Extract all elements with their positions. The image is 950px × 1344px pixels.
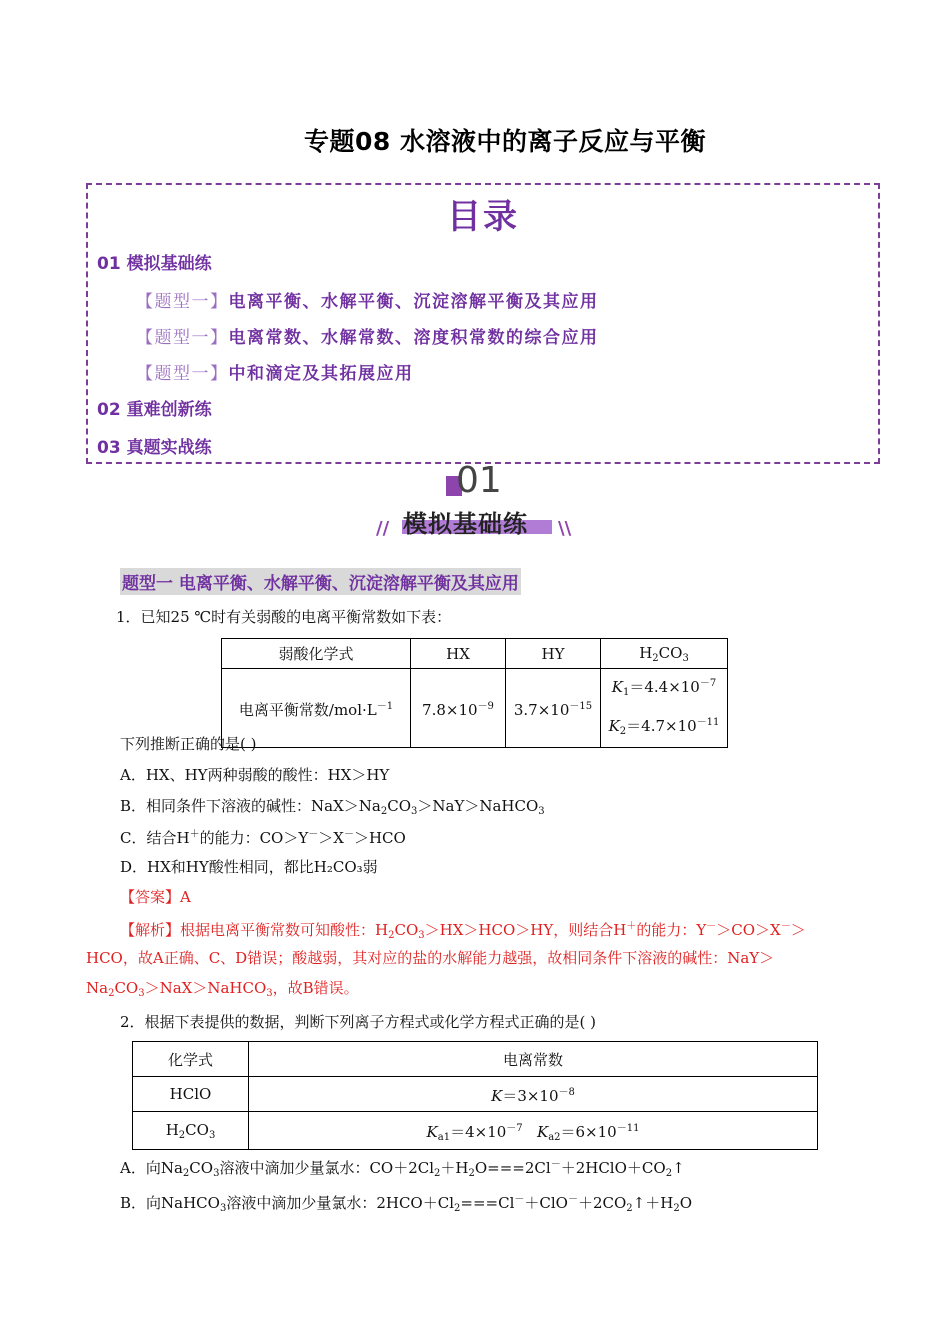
question-1-stem: 1．已知25 ℃时有关弱酸的电离平衡常数如下表： — [116, 608, 452, 626]
table-cell: $3.7\times 10^{-15}$ — [506, 669, 601, 748]
table-cell: $7.8\times 10^{-9}$ — [411, 669, 506, 748]
toc-subsection-label: 电离平衡、水解平衡、沉淀溶解平衡及其应用 — [228, 292, 599, 312]
table-header-cell: 化学式 — [133, 1042, 249, 1077]
question-1-option-c: C．结合H＋的能力：CO＞Y－＞X－＞HCO — [120, 829, 406, 847]
question-type-heading: 题型一 电离平衡、水解平衡、沉淀溶解平衡及其应用 — [120, 568, 521, 595]
question-2-option-a: A．向$Na_2CO_3$溶液中滴加少量氯水：$CO+2Cl_2+H_2O===2Cl^-+2HClO+CO_2↑$ — [120, 1159, 685, 1179]
toc-subsection-tag: 【题型一】 — [136, 328, 229, 348]
question-2-table — [132, 1041, 818, 1150]
question-1-option-a: A．HX、HY两种弱酸的酸性：HX＞HY — [120, 766, 390, 784]
banner-slash-left: // — [376, 518, 390, 539]
toc-subsection-tag: 【题型一】 — [136, 364, 229, 384]
question-2-stem: 2．根据下表提供的数据，判断下列离子方程式或化学方程式正确的是( ) — [120, 1013, 597, 1031]
table-header-cell: $H_2CO_3$ — [601, 639, 728, 669]
question-1-table — [221, 638, 728, 748]
question-1-prompt: 下列推断正确的是( ) — [120, 735, 257, 753]
table-cell: $K=3\times 10^{-8}$ — [249, 1077, 818, 1112]
question-2-option-b: B．向NaHCO$_3$溶液中滴加少量氯水：$2HCO+Cl_2===Cl^-+ClO^-+2CO_2↑+H_2O$ — [120, 1194, 692, 1214]
table-header-cell: HY — [506, 639, 601, 669]
toc-subsection-tag: 【题型一】 — [136, 292, 229, 312]
question-1-explanation-line-3: $Na_2CO_3>NaX>NaHCO_3$，故B错误。 — [86, 979, 359, 999]
question-1-answer: 【答案】A — [120, 888, 191, 906]
toc-subsection-1[interactable] — [136, 287, 599, 312]
toc-subsection-3[interactable] — [136, 359, 414, 384]
toc-subsection-label: 电离常数、水解常数、溶度积常数的综合应用 — [228, 328, 599, 348]
toc-subsection-label: 中和滴定及其拓展应用 — [228, 364, 414, 384]
table-header-cell: 电离常数 — [249, 1042, 818, 1077]
table-cell: 电离平衡常数$/mol\cdot L^{-1}$ — [222, 669, 411, 748]
toc-subsection-2[interactable] — [136, 323, 599, 348]
page-title: 专题08 水溶液中的离子反应与平衡 — [304, 127, 706, 156]
question-1-option-d: D．HX和HY酸性相同，都比H₂CO₃弱 — [120, 858, 378, 876]
table-header-cell: 弱酸化学式 — [222, 639, 411, 669]
toc-section-2[interactable]: 02 重难创新练 — [97, 400, 212, 420]
banner-label: 模拟基础练 — [403, 510, 528, 538]
question-1-option-b: B．相同条件下溶液的碱性：$NaX>Na_2CO_3>NaY>NaHCO_3$ — [120, 797, 545, 817]
banner-number: 01 — [456, 460, 502, 501]
question-1-explanation-line-2: HCO，故A正确、C、D错误；酸越弱，其对应的盐的水解能力越强，故相同条件下溶液的碱性：NaY＞ — [86, 949, 775, 967]
toc-section-1[interactable]: 01 模拟基础练 — [97, 254, 212, 274]
table-of-contents — [86, 183, 880, 464]
table-cell: $K_1=4.4\times 10^{-7}$ $K_2=4.7\times 10^{-11}$ — [601, 669, 728, 748]
table-cell: HClO — [133, 1077, 249, 1112]
toc-section-3[interactable]: 03 真题实战练 — [97, 438, 212, 458]
banner-slash-right: \\ — [558, 518, 572, 539]
table-header-cell: HX — [411, 639, 506, 669]
table-cell: $H_2CO_3$ — [133, 1112, 249, 1150]
question-1-explanation-line-1: 【解析】根据电离平衡常数可知酸性：$H_2CO_3>HX>HCO>HY$，则结合H＋的能力：Y－＞CO＞X－＞ — [120, 921, 806, 941]
table-cell: $K_{a1}=4\times 10^{-7}$ $K_{a2}=6\times 10^{-11}$ — [249, 1112, 818, 1150]
toc-heading: 目录 — [447, 197, 519, 237]
